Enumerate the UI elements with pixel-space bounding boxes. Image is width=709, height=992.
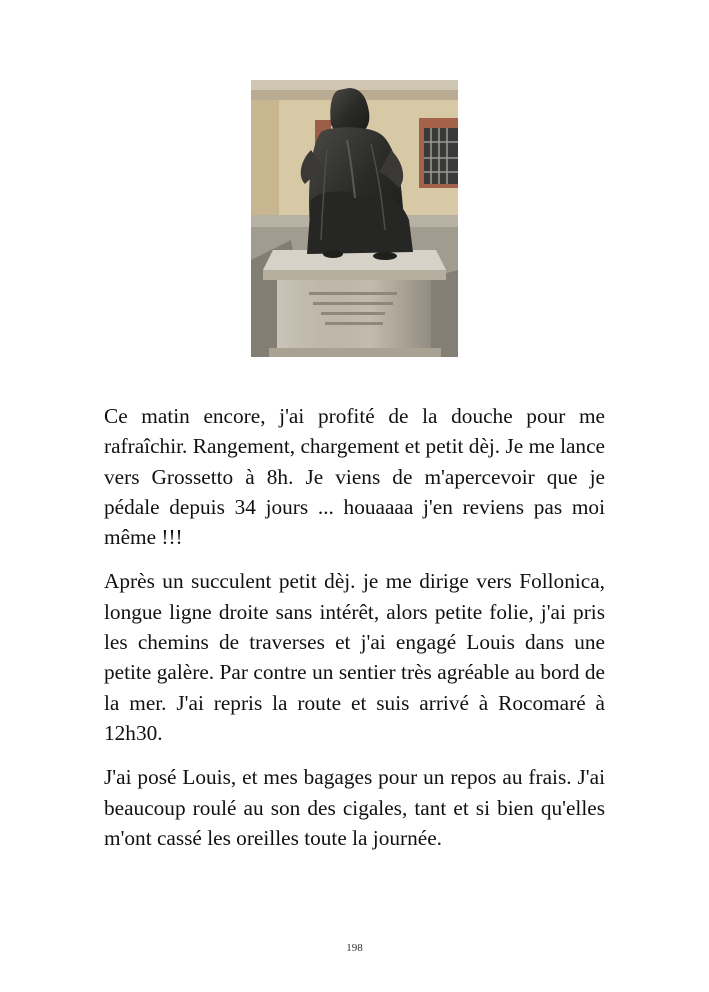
body-text [104,401,605,867]
page-number: 198 [346,942,363,954]
paragraph-2: Après un succulent petit dèj. je me dirige vers Follonica, longue ligne droite sans intérêt, alors petite folie, j'ai pris les chemins de traverses et j'ai engagé Louis dans une petite galère. Par contre un sentier très agréable au bord de la mer. J'ai repris la route et suis arrivé à Rocomaré à 12h30. [104,569,605,745]
paragraph-3: J'ai posé Louis, et mes bagages pour un repos au frais. J'ai beaucoup roulé au son des cigales, tant et si bien qu'elles m'ont cassé les oreilles toute la journée. [104,765,605,850]
paragraph-1: Ce matin encore, j'ai profité de la douche pour me rafraîchir. Rangement, chargement et petit dèj. Je me lance vers Grossetto à 8h. Je viens de m'apercevoir que je pédale depuis 34 jours ... houaaaa j'en reviens pas moi même !!! [104,404,605,550]
statue-photo [251,80,458,357]
